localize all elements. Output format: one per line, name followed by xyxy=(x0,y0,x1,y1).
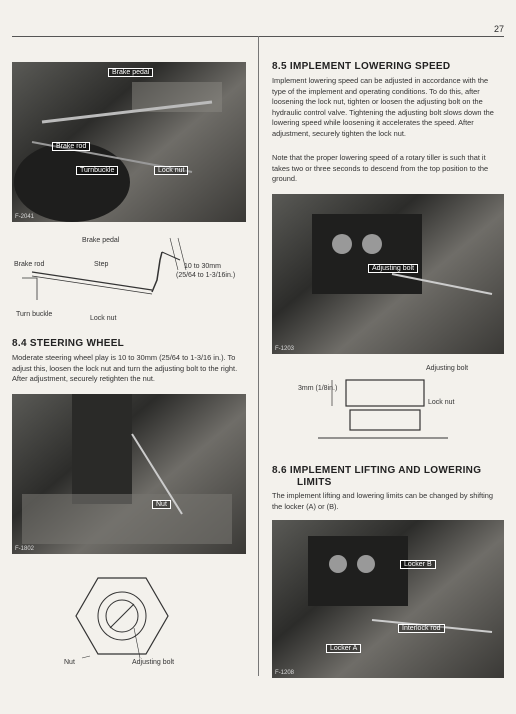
hydraulic-valve-photo xyxy=(272,194,504,354)
label-lock-nut: Lock nut xyxy=(90,315,117,322)
steering-photo-shading xyxy=(12,394,246,554)
label-brake-rod: Brake rod xyxy=(14,261,45,268)
text-8-5-para2: Note that the proper lowering speed of a rotary tiller is such that it takes two or three seconds to descend from the top position to the ground. xyxy=(272,153,489,184)
callout-interlock-rod: Interlock rod xyxy=(398,624,445,633)
callout-lock-nut: Lock nut xyxy=(154,166,188,175)
label-dimension: 3mm (1/8in.) xyxy=(298,385,338,392)
locker-photo-shading xyxy=(272,520,504,678)
label-adjusting-bolt-r: Adjusting bolt xyxy=(426,365,469,372)
label-adjusting-bolt: Adjusting bolt xyxy=(132,659,175,666)
brake-photo-shading xyxy=(12,62,246,222)
column-divider xyxy=(258,36,259,676)
nut-bolt-diagram xyxy=(60,566,210,671)
callout-locker-a: Locker A xyxy=(326,644,361,653)
callout-turnbuckle: Turnbuckle xyxy=(76,166,118,175)
locker-photo xyxy=(272,520,504,678)
label-lock-nut-r: Lock nut xyxy=(428,399,455,406)
callout-locker-b: Locker B xyxy=(400,560,436,569)
photo-id: F-1802 xyxy=(15,546,35,552)
callout-brake-rod: Brake rod xyxy=(52,142,90,151)
label-play-mm: 10 to 30mm xyxy=(184,263,221,270)
photo-id: F-1208 xyxy=(275,670,295,676)
label-turn-buckle: Turn buckle xyxy=(16,311,53,318)
page-number: 27 xyxy=(493,24,504,34)
heading-8-6: 8.6 IMPLEMENT LIFTING AND LOWERING xyxy=(272,465,482,476)
photo-id: F-1203 xyxy=(275,346,295,352)
brake-rod-diagram xyxy=(12,230,252,325)
brake-photo xyxy=(12,62,246,222)
callout-brake-pedal: Brake pedal xyxy=(108,68,153,77)
text-8-5-para1: Implement lowering speed can be adjusted in accordance with the type of the implement and operating conditions. To do this, after loosening the lock nut, tighten or loosen the adjusting bolt on the hydraulic control valve. Tightening the adjusting bolt slows down the lowering speed while loosening it accelerates the speed. After adjustment, securely tighten the lock nut. xyxy=(272,76,494,138)
label-brake-pedal: Brake pedal xyxy=(82,237,120,244)
lock-nut-diagram xyxy=(298,362,488,448)
heading-8-5: 8.5 IMPLEMENT LOWERING SPEED xyxy=(272,61,451,72)
photo-id: F-2041 xyxy=(15,214,35,220)
text-8-6: The implement lifting and lowering limits can be changed by shifting the locker (A) or (B). xyxy=(272,491,494,511)
label-step: Step xyxy=(94,261,109,268)
callout-adjusting-bolt: Adjusting bolt xyxy=(368,264,418,273)
label-play-in: (25/64 to 1-3/16in.) xyxy=(176,272,236,279)
heading-8-4: 8.4 STEERING WHEEL xyxy=(12,338,125,349)
steering-photo xyxy=(12,394,246,554)
hydraulic-photo-shading xyxy=(272,194,504,354)
label-nut: Nut xyxy=(64,659,75,666)
text-8-4: Moderate steering wheel play is 10 to 30mm (25/64 to 1-3/16 in.). To adjust this, loosen the lock nut and turn the adjusting bolt to the right. After adjustment, securely retighten the nut. xyxy=(12,353,238,384)
callout-nut: Nut xyxy=(152,500,171,509)
heading-8-6-line2: LIMITS xyxy=(297,477,332,488)
